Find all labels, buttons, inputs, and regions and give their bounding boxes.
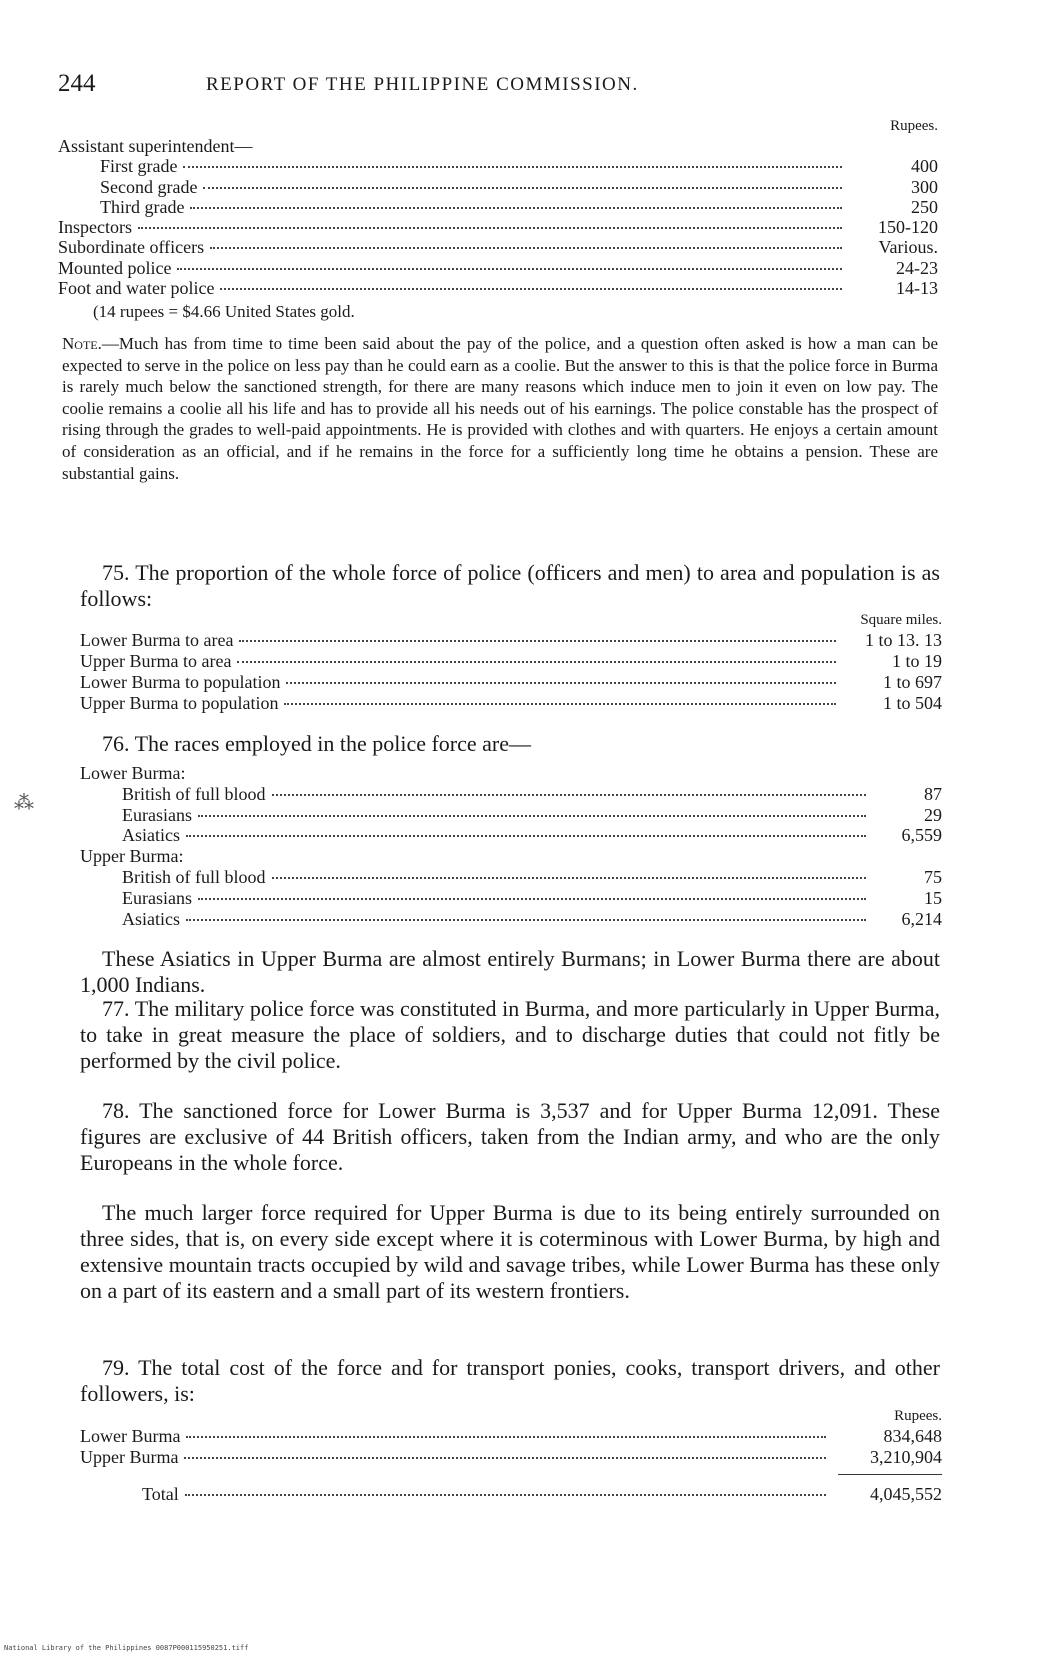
row-label: Lower Burma	[80, 1426, 181, 1446]
table-row	[80, 846, 942, 867]
row-value: 1 to 19	[891, 651, 942, 671]
table-row	[80, 909, 942, 930]
row-value: 87	[924, 783, 942, 804]
row-label: First grade	[100, 156, 178, 177]
leader-dots	[183, 166, 842, 168]
pay-table-unit: Rupees.	[890, 118, 938, 134]
table-row	[80, 825, 942, 846]
row-value: 3,210,904	[870, 1447, 942, 1467]
table-row	[80, 867, 942, 888]
row-value: 834,648	[883, 1426, 942, 1446]
table-row	[58, 278, 938, 298]
paragraph-75: 75. The proportion of the whole force of police (officers and men) to area and population is as follows:	[80, 560, 940, 611]
table-row	[80, 672, 942, 693]
row-label: Eurasians	[122, 887, 192, 908]
running-title: REPORT OF THE PHILIPPINE COMMISSION.	[206, 74, 639, 95]
row-label: Upper Burma:	[80, 846, 184, 867]
row-label: Lower Burma:	[80, 763, 186, 783]
races-table	[80, 763, 942, 929]
leader-dots	[186, 1436, 826, 1438]
row-label: Upper Burma	[80, 1447, 179, 1467]
table-row	[80, 888, 942, 909]
row-label: Eurasians	[122, 804, 192, 825]
row-value: 300	[911, 176, 938, 197]
leader-dots	[138, 227, 842, 229]
row-value: 1 to 504	[882, 693, 942, 713]
total-rule	[838, 1474, 942, 1475]
leader-dots	[184, 1457, 826, 1459]
row-label: Mounted police	[58, 257, 172, 278]
row-value: 150-120	[878, 217, 938, 238]
page-number: 244	[58, 70, 96, 97]
paragraph-asiatics: These Asiatics in Upper Burma are almost entirely Burmans; in Lower Burma there are about 1,000 Indians.	[80, 946, 940, 997]
cost-total	[142, 1484, 942, 1505]
row-label: Asiatics	[122, 908, 180, 929]
leader-dots	[272, 794, 867, 796]
leader-dots	[203, 187, 842, 189]
leader-dots	[190, 207, 842, 209]
table-row	[58, 136, 938, 156]
leader-dots	[239, 640, 836, 642]
row-value: 24-23	[896, 257, 938, 278]
table-row	[80, 1426, 942, 1447]
proportion-table	[80, 612, 942, 714]
table-row	[58, 217, 938, 237]
row-value: 250	[911, 196, 938, 217]
row-label: Asiatics	[122, 825, 180, 846]
row-label: Inspectors	[58, 217, 132, 238]
paragraph-77: 77. The military police force was constituted in Burma, and more particularly in Upper Burma, to take in great measure the place of soldiers, and to discharge duties that could not fitly be performed by the civil police.	[80, 996, 940, 1073]
paragraph-76: 76. The races employed in the police force are—	[102, 731, 532, 756]
table-row	[80, 805, 942, 826]
row-label: Assistant superintendent—	[58, 136, 253, 156]
row-label: Upper Burma to area	[80, 651, 232, 671]
table-row	[58, 258, 938, 278]
table-row	[58, 197, 938, 217]
row-label: British of full blood	[122, 783, 266, 804]
row-label: Lower Burma to area	[80, 630, 234, 650]
leader-dots	[272, 877, 867, 879]
cost-table	[80, 1408, 942, 1468]
leader-dots	[284, 703, 836, 705]
row-value: Various.	[878, 237, 938, 258]
row-value: 14-13	[896, 278, 938, 299]
table-row	[58, 237, 938, 257]
leader-dots	[177, 268, 842, 270]
row-value: 29	[924, 804, 942, 825]
leader-dots	[286, 682, 836, 684]
page-header	[58, 70, 938, 100]
total-label: Total	[142, 1484, 179, 1504]
note-heading: Note.	[62, 334, 102, 353]
leader-dots	[220, 288, 842, 290]
row-label: Upper Burma to population	[80, 693, 279, 713]
table-row	[80, 1447, 942, 1468]
total-value: 4,045,552	[870, 1484, 942, 1504]
row-value: 6,559	[901, 825, 942, 846]
row-label: Lower Burma to population	[80, 672, 281, 692]
paragraph-78: 78. The sanctioned force for Lower Burma is 3,537 and for Upper Burma 12,091. These figures are exclusive of 44 British officers, taken from the Indian army, and who are the only Europeans in the whole force.	[80, 1098, 940, 1175]
scan-smudge: ⁂	[14, 792, 34, 814]
pay-table	[58, 118, 938, 298]
row-value: 6,214	[901, 908, 942, 929]
currency-conversion: (14 rupees = $4.66 United States gold.	[93, 302, 355, 321]
row-value: 75	[924, 866, 942, 887]
row-label: Second grade	[100, 176, 198, 197]
table-row	[58, 177, 938, 197]
row-value: 1 to 697	[882, 672, 942, 692]
table-row	[80, 763, 942, 784]
leader-dots	[210, 247, 842, 249]
table-row	[58, 156, 938, 176]
total-row	[142, 1484, 942, 1505]
row-value: 400	[911, 156, 938, 177]
leader-dots	[198, 898, 866, 900]
table-row	[80, 784, 942, 805]
row-value: 15	[924, 887, 942, 908]
cost-table-unit: Rupees.	[894, 1408, 942, 1424]
table-row	[80, 651, 942, 672]
row-label: Foot and water police	[58, 278, 215, 299]
leader-dots	[237, 661, 836, 663]
note-text: —Much has from time to time been said about the pay of the police, and a question often asked is how a man can be expected to serve in the police on less pay than he could earn as a coolie. But the answer to this is that the police force in Burma is rarely much below the sanctioned strength, for there are many reasons which induce men to join it even on low pay. The coolie remains a coolie all his life and has to provide all his needs out of his earnings. The police constable has the prospect of rising through the grades to well-paid appointments. He is provided with clothes and with quarters. He enjoys a certain amount of consideration as an official, and if he remains in the force for a sufficiently long time he obtains a pension. These are substantial gains.	[62, 334, 938, 483]
table-row	[80, 693, 942, 714]
leader-dots	[186, 919, 866, 921]
leader-dots	[186, 835, 866, 837]
row-label: British of full blood	[122, 866, 266, 887]
paragraph-79: 79. The total cost of the force and for transport ponies, cooks, transport drivers, and other followers, is:	[80, 1355, 940, 1406]
leader-dots	[198, 815, 866, 817]
row-value: 1 to 13. 13	[864, 630, 942, 650]
scan-footer: National Library of the Philippines 0087P000115950251.tiff	[4, 1644, 249, 1652]
note-paragraph	[62, 333, 938, 484]
table-row	[80, 630, 942, 651]
paragraph-larger-force: The much larger force required for Upper Burma is due to its being entirely surrounded on three sides, that is, on every side except where it is coterminous with Lower Burma, by high and extensive mountain tracts occupied by wild and savage tribes, while Lower Burma has these only on a part of its eastern and a small part of its western frontiers.	[80, 1200, 940, 1303]
row-label: Subordinate officers	[58, 237, 205, 258]
proportion-table-unit: Square miles.	[860, 612, 942, 628]
row-label: Third grade	[100, 196, 185, 217]
leader-dots	[185, 1494, 826, 1496]
